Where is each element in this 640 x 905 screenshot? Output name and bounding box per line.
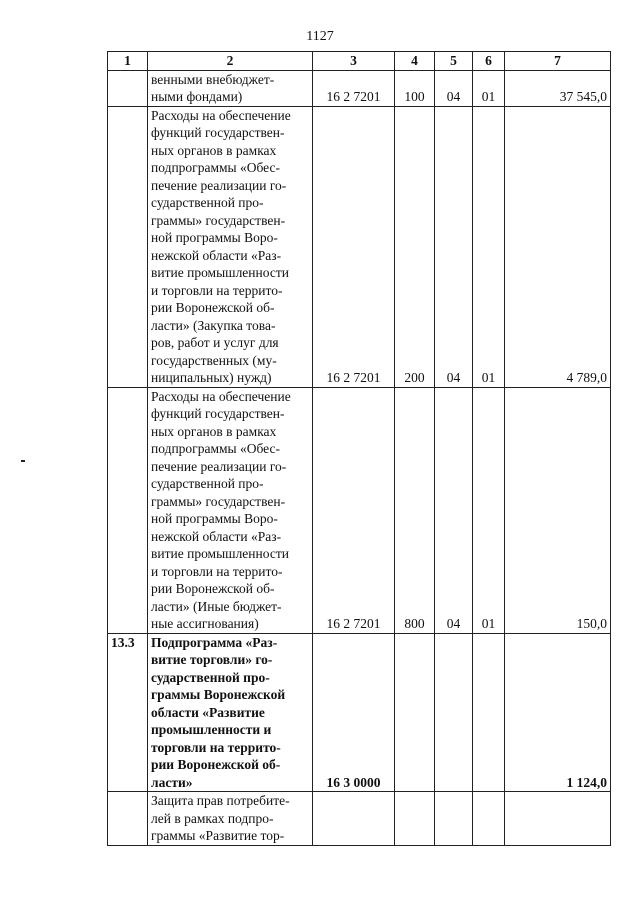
budget-code: 16 2 7201 xyxy=(313,387,395,633)
description-line: рии Воронежской об- xyxy=(151,581,275,596)
description-line: сударственной про- xyxy=(151,669,270,685)
row-description xyxy=(148,633,313,792)
description-line: ные ассигнования) xyxy=(151,616,259,631)
description-line: рии Воронежской об- xyxy=(151,757,281,772)
description-line: ными фондами) xyxy=(151,89,243,104)
row-number xyxy=(108,106,148,387)
section-code: 04 xyxy=(435,106,473,387)
budget-code: 16 2 7201 xyxy=(313,106,395,387)
section-code: 04 xyxy=(435,387,473,633)
amount: 1 124,0 xyxy=(505,633,611,792)
description-line: ной программы Воро- xyxy=(151,230,278,245)
description-line: торговли на террито- xyxy=(151,739,281,755)
description-line: подпрограммы «Обес- xyxy=(151,441,280,456)
expense-type xyxy=(395,792,435,846)
section-code xyxy=(435,633,473,792)
description-line: витие промышленности xyxy=(151,265,289,280)
amount xyxy=(505,792,611,846)
header-cell: 1 xyxy=(108,52,148,71)
page-number: 1127 xyxy=(306,29,334,44)
description-line: функций государствен- xyxy=(151,406,285,421)
description-line: ных органов в рамках xyxy=(151,142,277,158)
description-line: Расходы на обеспечение xyxy=(151,107,291,123)
description-line: ласти» (Иные бюджет- xyxy=(151,598,282,614)
description-line: нежской области «Раз- xyxy=(151,528,282,544)
description-line: ных органов в рамках xyxy=(151,423,277,439)
description-line: Защита прав потребите- xyxy=(151,793,290,808)
header-cell: 4 xyxy=(395,52,435,71)
row-number xyxy=(108,792,148,846)
subsection-code: 01 xyxy=(473,387,505,633)
table-row xyxy=(108,70,611,106)
description-line: области «Развитие xyxy=(151,704,265,720)
table-row xyxy=(108,633,611,792)
row-description xyxy=(148,792,313,846)
row-number: 13.3 xyxy=(108,633,148,792)
stray-mark xyxy=(21,460,25,462)
subsection-code xyxy=(473,792,505,846)
description-line: сударственной про- xyxy=(151,476,264,491)
description-line: функций государствен- xyxy=(151,125,285,140)
expense-type: 800 xyxy=(395,387,435,633)
row-number xyxy=(108,70,148,106)
description-line: граммы «Развитие тор- xyxy=(151,828,285,843)
header-cell: 3 xyxy=(313,52,395,71)
description-line: и торговли на террито- xyxy=(151,563,283,579)
budget-code xyxy=(313,792,395,846)
description-line: государственных (му- xyxy=(151,352,277,368)
description-line: граммы Воронежской xyxy=(151,687,286,702)
description-line: граммы» государствен- xyxy=(151,212,286,228)
row-description xyxy=(148,70,313,106)
description-line: ной программы Воро- xyxy=(151,511,278,526)
subsection-code: 01 xyxy=(473,106,505,387)
description-line: рии Воронежской об- xyxy=(151,300,275,315)
description-line: нежской области «Раз- xyxy=(151,247,282,263)
header-row xyxy=(108,52,611,71)
description-line: витие торговли» го- xyxy=(151,652,273,667)
description-line: промышленности и xyxy=(151,722,272,737)
description-line: и торговли на террито- xyxy=(151,282,283,298)
subsection-code xyxy=(473,633,505,792)
subsection-code: 01 xyxy=(473,70,505,106)
description-line: печение реализации го- xyxy=(151,177,287,193)
header-cell: 2 xyxy=(148,52,313,71)
budget-code: 16 3 0000 xyxy=(313,633,395,792)
description-line: печение реализации го- xyxy=(151,458,287,474)
row-number xyxy=(108,387,148,633)
amount: 4 789,0 xyxy=(505,106,611,387)
budget-code: 16 2 7201 xyxy=(313,70,395,106)
header-cell: 5 xyxy=(435,52,473,71)
amount: 37 545,0 xyxy=(505,70,611,106)
section-code: 04 xyxy=(435,70,473,106)
table-row xyxy=(108,387,611,633)
description-line: подпрограммы «Обес- xyxy=(151,160,280,175)
expense-type: 200 xyxy=(395,106,435,387)
section-code xyxy=(435,792,473,846)
expense-type: 100 xyxy=(395,70,435,106)
row-description xyxy=(148,387,313,633)
description-line: граммы» государствен- xyxy=(151,493,286,509)
description-line: ров, работ и услуг для xyxy=(151,335,279,350)
budget-table xyxy=(107,51,611,846)
description-line: витие промышленности xyxy=(151,546,289,561)
description-line: Подпрограмма «Раз- xyxy=(151,634,278,650)
description-line: ласти» xyxy=(151,774,193,790)
header-cell: 6 xyxy=(473,52,505,71)
description-line: лей в рамках подпро- xyxy=(151,810,274,826)
row-description xyxy=(148,106,313,387)
description-line: венными внебюджет- xyxy=(151,71,275,87)
amount: 150,0 xyxy=(505,387,611,633)
expense-type xyxy=(395,633,435,792)
description-line: ниципальных) нужд) xyxy=(151,370,272,385)
table-row xyxy=(108,106,611,387)
header-cell: 7 xyxy=(505,52,611,71)
description-line: сударственной про- xyxy=(151,195,264,210)
description-line: ласти» (Закупка това- xyxy=(151,317,276,333)
description-line: Расходы на обеспечение xyxy=(151,388,291,404)
table-row xyxy=(108,792,611,846)
